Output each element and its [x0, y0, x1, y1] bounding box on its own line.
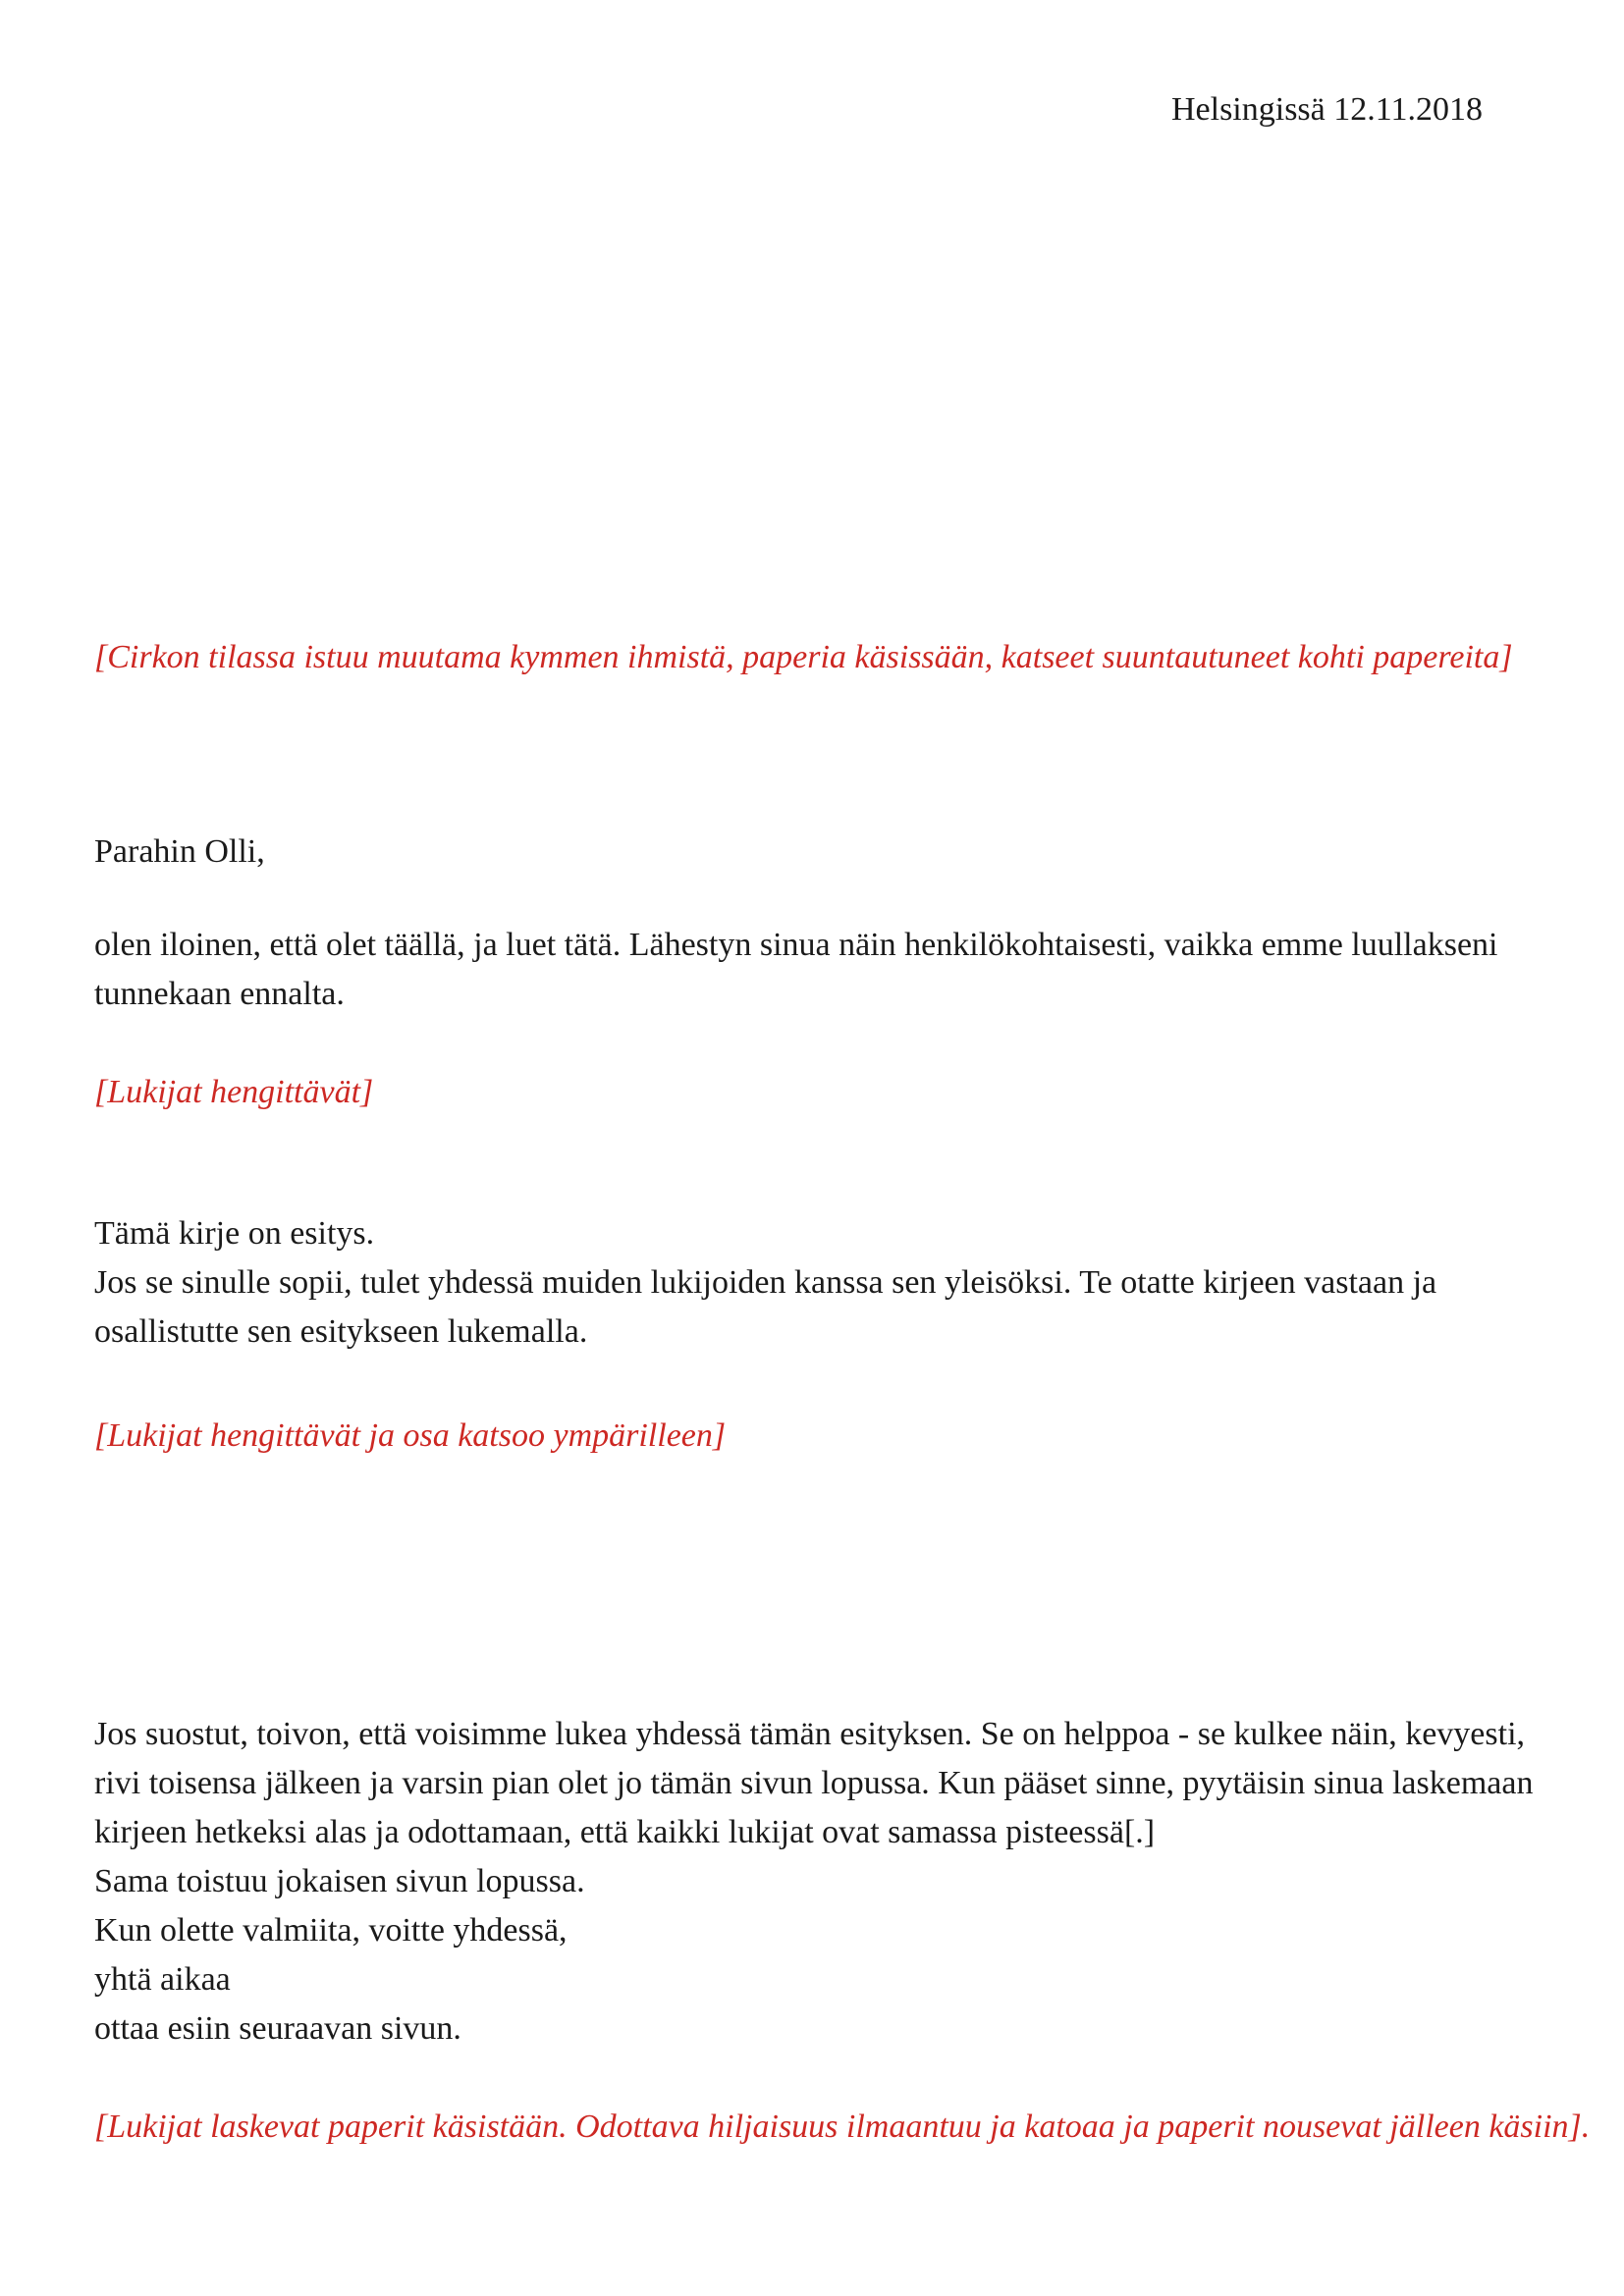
body-line: ottaa esiin seuraavan sivun. — [94, 2010, 461, 2047]
date-line: Helsingissä 12.11.2018 — [1170, 91, 1483, 128]
paragraph-this-letter — [94, 1209, 1547, 1357]
stage-line: [Lukijat laskevat paperit käsistään. Odottava hiljaisuus ilmaantuu ja katoaa ja paperit nousevat jälleen käsiin]. — [94, 2109, 1591, 2145]
body-line: Sama toistuu jokaisen sivun lopussa. — [94, 1863, 585, 1899]
paragraph-greeting — [94, 921, 1547, 1019]
body-line: Jos se sinulle sopii, tulet yhdessä muiden lukijoiden kanssa sen yleisöksi. Te otatte kirjeen vastaan ja — [94, 1264, 1437, 1301]
stage-direction-look-around — [94, 1412, 1547, 1461]
body-line: kirjeen hetkeksi alas ja odottamaan, että kaikki lukijat ovat samassa pisteessä[.] — [94, 1814, 1156, 1850]
stage-direction-breathe — [94, 1068, 1547, 1117]
stage-direction-closing — [94, 2103, 1591, 2152]
stage-line: [Cirkon tilassa istuu muutama kymmen ihmistä, paperia käsissään, katseet suuntautuneet kohti papereita] — [94, 639, 1513, 675]
salutation — [94, 828, 1547, 877]
body-line: osallistutte sen esitykseen lukemalla. — [94, 1313, 588, 1350]
body-line: Parahin Olli, — [94, 833, 265, 870]
body-line: Tämä kirje on esitys. — [94, 1215, 375, 1252]
body-line: olen iloinen, että olet täällä, ja luet tätä. Lähestyn sinua näin henkilökohtaisesti, vaikka emme luullakseni — [94, 927, 1498, 963]
body-line: Kun olette valmiita, voitte yhdessä, — [94, 1912, 568, 1949]
body-line: rivi toisensa jälkeen ja varsin pian olet jo tämän sivun lopussa. Kun pääset sinne, pyytäisin sinua laskemaan — [94, 1765, 1534, 1801]
body-line: tunnekaan ennalta. — [94, 976, 345, 1012]
body-line: yhtä aikaa — [94, 1961, 231, 1998]
stage-direction-opening — [94, 633, 1547, 682]
body-line: Jos suostut, toivon, että voisimme lukea yhdessä tämän esityksen. Se on helppoa - se kulkee näin, kevyesti, — [94, 1716, 1526, 1752]
stage-line: [Lukijat hengittävät] — [94, 1074, 374, 1110]
stage-line: [Lukijat hengittävät ja osa katsoo ympärilleen] — [94, 1417, 727, 1454]
paragraph-instructions — [94, 1710, 1547, 2054]
